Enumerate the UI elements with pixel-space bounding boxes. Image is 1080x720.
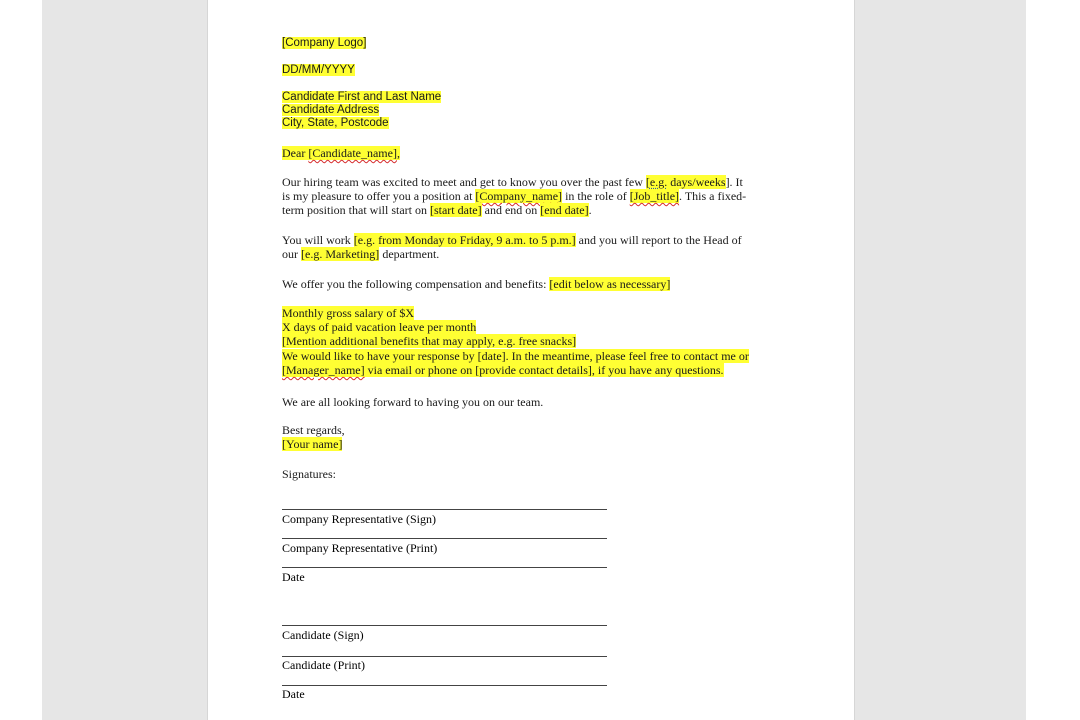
response-line-2: [Manager_name] via email or phone on [provide contact details], if you have any questions.: [282, 363, 724, 377]
closing-line: We are all looking forward to having you on our team.: [282, 395, 544, 409]
paragraph-1-line-1: Our hiring team was excited to meet and get to know you over the past few [e.g. days/weeks]. It: [282, 175, 743, 189]
paragraph-1-line-3: term position that will start on [start date] and end on [end date].: [282, 203, 592, 217]
signature-label-candidate-sign: Candidate (Sign): [282, 628, 364, 642]
letter-date: DD/MM/YYYY: [282, 64, 355, 76]
paragraph-2-line-2: our [e.g. Marketing] department.: [282, 247, 440, 261]
candidate-name: Candidate First and Last Name: [282, 91, 442, 103]
signature-label-company-sign: Company Representative (Sign): [282, 512, 436, 526]
benefit-item: [Mention additional benefits that may apply, e.g. free snacks]: [282, 334, 577, 348]
candidate-address: Candidate Address: [282, 104, 380, 116]
benefit-item: Monthly gross salary of $X: [282, 306, 414, 320]
your-name-placeholder: [Your name]: [282, 437, 343, 451]
response-line-1: We would like to have your response by [date]. In the meantime, please feel free to contact me or: [282, 349, 749, 363]
greeting: Dear [Candidate_name],: [282, 146, 400, 160]
city-state-postcode: City, State, Postcode: [282, 117, 389, 129]
signature-line: [282, 538, 607, 539]
paragraph-1-line-2: is my pleasure to offer you a position at [Company_name] in the role of [Job_title]. This a fixed-: [282, 189, 747, 203]
signature-label-company-print: Company Representative (Print): [282, 541, 438, 555]
signature-line: [282, 656, 607, 657]
paragraph-2-line-1: You will work [e.g. from Monday to Friday, 9 a.m. to 5 p.m.] and you will report to the Head of: [282, 233, 742, 247]
signature-line: [282, 685, 607, 686]
company-logo-placeholder: [Company Logo]: [282, 37, 367, 49]
paragraph-3: We offer you the following compensation and benefits: [edit below as necessary]: [282, 277, 671, 291]
signature-label-candidate-print: Candidate (Print): [282, 658, 365, 672]
signature-line: [282, 509, 607, 510]
best-regards: Best regards,: [282, 423, 345, 437]
signature-label-company-date: Date: [282, 570, 305, 584]
signatures-label: Signatures:: [282, 467, 336, 481]
signature-line: [282, 625, 607, 626]
benefit-item: X days of paid vacation leave per month: [282, 320, 477, 334]
signature-line: [282, 567, 607, 568]
signature-label-candidate-date: Date: [282, 687, 305, 701]
